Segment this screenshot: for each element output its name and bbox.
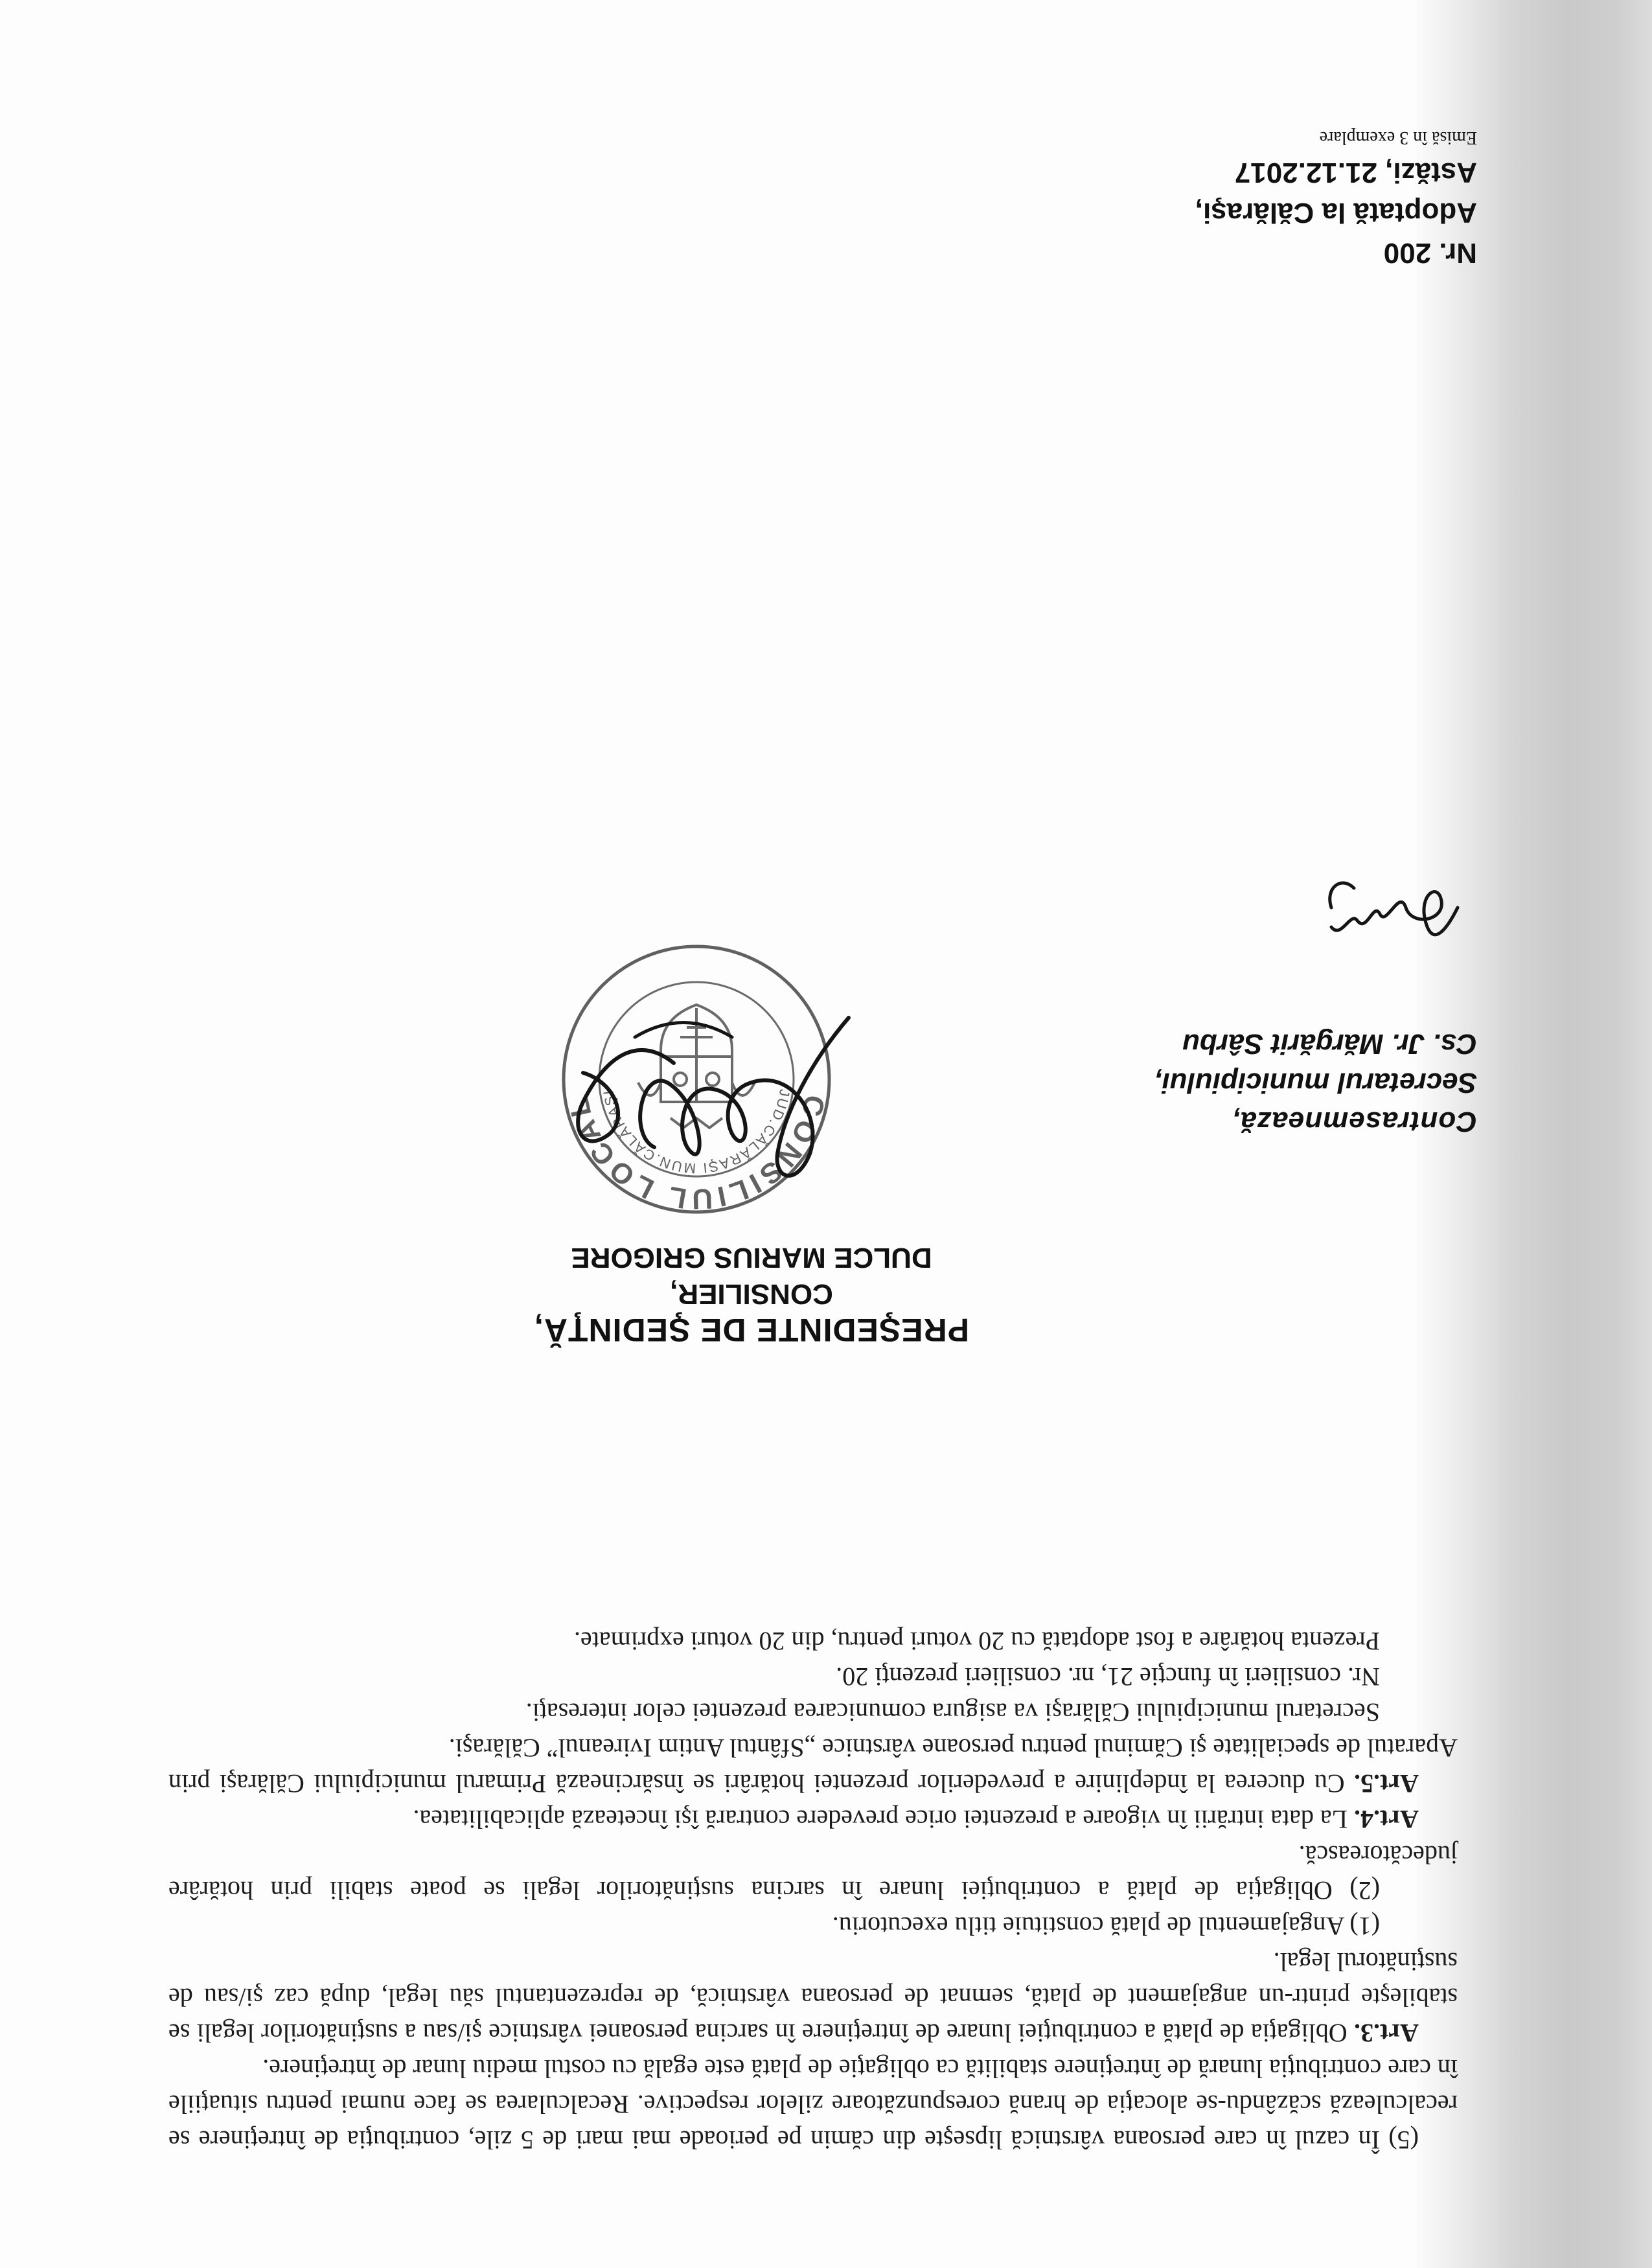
document-body [168, 1623, 1458, 2158]
countersign-heading: Contrasemnează, [1231, 1106, 1477, 1138]
councillors-count: Nr. consilieri în funcţie 21, nr. consilieri prezenţi 20. [836, 1662, 1380, 1691]
adoption-date: Astăzi, 21.12.2017 [1234, 157, 1477, 189]
communication-paragraph: Secretarul municipiului Călăraşi va asigura comunicarea prezentei celor interesaţi. [525, 1698, 1380, 1727]
countersign-block [972, 1024, 1477, 1141]
paragraph-5: (5) În cazul în care persoana vârstnică lipseşte din cămin pe perioade mai mari de 5 zile, contribuţia de întreţinere se recalculează scăzându-se alocaţia de hrană corespunzătoare zilelor respective. Recalcularea se face numai pentru situaţiile în care contribuţia lunară de întreţinere stabilită ca obligaţie de plată este egală cu costul mediu lunar de întreţinere. [168, 2054, 1458, 2155]
article-3: Art.3. Obligaţia de plată a contribuţiei lunare de întreţinere în sarcina persoanei vârstnice şi/sau a susţinătorilor legali se stabileşte printr-un angajament de plată, semnat de persoana vârstnică, de reprezentantul său legal, după caz şi/sau de susţinătorul legal. [168, 1947, 1458, 2048]
decision-number: Nr. 200 [1383, 237, 1477, 269]
adoption-info [1088, 126, 1477, 273]
secretary-handwritten-signature [1315, 856, 1471, 985]
article-3-alin-2: (2) Obligaţia de plată a contribuţiei lunare în sarcina susţinătorilor legali se poate stabili prin hotărâre judecătorească. [168, 1840, 1458, 1905]
adoption-place: Adoptată la Călăraşi, [1195, 197, 1477, 229]
vote-result: Prezenta hotărâre a fost adoptată cu 20 voturi pentru, din 20 voturi exprimate. [573, 1627, 1380, 1656]
president-handwritten-signature [551, 959, 888, 1231]
article-3-alin-1: (1) Angajamentul de plată constituie titlu executoriu. [832, 1912, 1380, 1941]
president-role: CONSILIER, [670, 1278, 833, 1310]
countersign-name: Cs. Jr. Mărgărit Sârbu [1182, 1028, 1477, 1060]
article-5: Art.5. Cu ducerea la îndeplinire a prevederilor prezentei hotărâri se însărcinează Primarul municipiului Călăraşi prin Aparatul de specialitate şi Căminul pentru persoane vârstnice „Sfântul Antim Ivireanul” Călăraşi. [168, 1734, 1458, 1798]
article-4: Art.4. La data intrării în vigoare a prezentei orice prevedere contrară îşi încetează aplicabilitatea. [413, 1805, 1419, 1834]
president-signature-block [460, 1239, 1043, 1348]
svg-text:JUD.CĂLĂRAŞI MUN.CĂLĂRAŞI: JUD.CĂLĂRAŞI MUN.CĂLĂRAŞI [599, 1088, 794, 1177]
svg-text:CONSILIUL LOCAL: CONSILIUL LOCAL [562, 1092, 831, 1215]
president-title: PREŞEDINTE DE ŞEDINŢĂ, [533, 1312, 970, 1348]
copies-note: Emisă în 3 exemplare [1319, 128, 1477, 148]
president-name: DULCE MARIUS GRIGORE [571, 1242, 932, 1274]
countersign-role: Secretarul municipiului, [1154, 1067, 1477, 1099]
